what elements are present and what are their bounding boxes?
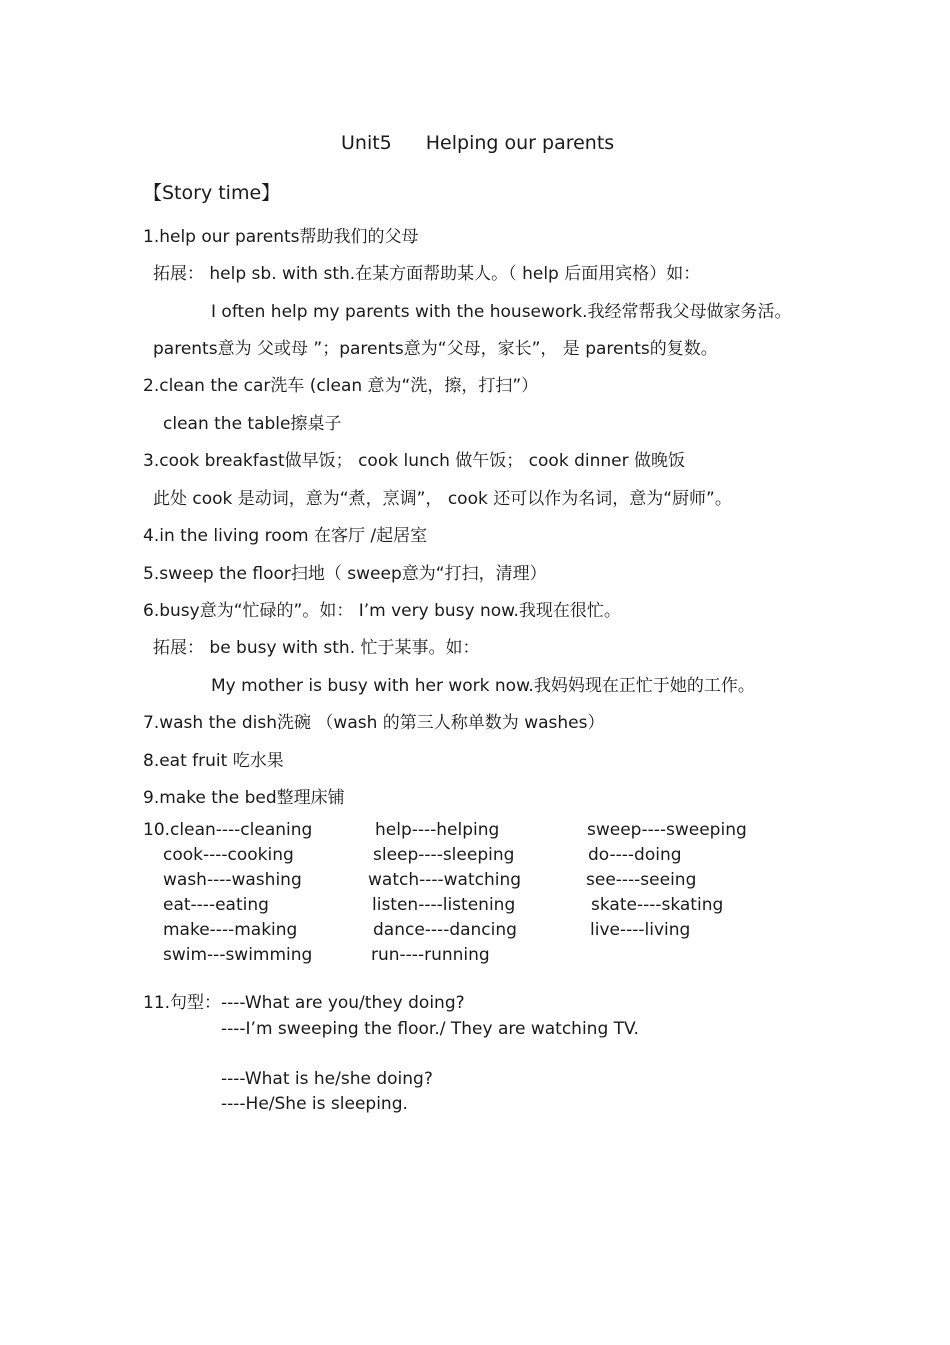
verb-form: swim---swimming — [163, 945, 313, 965]
unit-label: Unit5 — [341, 132, 392, 154]
item-3-note: 此处 cook 是动词，意为“煮，烹调”， cook 还可以作为名词，意为“厨师”。 — [153, 489, 732, 509]
verb-form: see----seeing — [586, 870, 697, 890]
item-5: 5.sweep the floor扫地（ sweep意为“打扫，清理） — [143, 564, 547, 584]
item-1-note: parents意为 父或母 ”；parents意为“父母，家长”， 是 parents的复数。 — [153, 339, 718, 359]
pattern-question-2: ----What is he/she doing? — [221, 1069, 433, 1089]
item-4: 4.in the living room 在客厅 /起居室 — [143, 526, 428, 546]
item-7: 7.wash the dish洗碗 （wash 的第三人称单数为 washes） — [143, 713, 605, 733]
section-heading: 【Story time】 — [143, 182, 281, 204]
verb-form: watch----watching — [368, 870, 522, 890]
pattern-answer-1: ----I’m sweeping the floor./ They are watching TV. — [221, 1019, 639, 1039]
verb-form: dance----dancing — [373, 920, 517, 940]
verb-form: sleep----sleeping — [373, 845, 515, 865]
pattern-question-1: ----What are you/they doing? — [221, 993, 465, 1013]
verb-form: 10.clean----cleaning — [143, 820, 313, 840]
item-3: 3.cook breakfast做早饭； cook lunch 做午饭； cook dinner 做晚饭 — [143, 451, 685, 471]
verb-form: live----living — [590, 920, 691, 940]
unit-topic: Helping our parents — [425, 132, 615, 154]
verb-form: eat----eating — [163, 895, 269, 915]
verb-form: run----running — [371, 945, 490, 965]
item-8: 8.eat fruit 吃水果 — [143, 751, 284, 771]
verb-form: sweep----sweeping — [587, 820, 747, 840]
page-title — [341, 132, 614, 154]
item-1-extension: 拓展： help sb. with sth.在某方面帮助某人。（ help 后面用宾格）如： — [153, 264, 701, 284]
verb-form: make----making — [163, 920, 298, 940]
verb-form: skate----skating — [591, 895, 724, 915]
item-2-extra: clean the table擦桌子 — [163, 414, 342, 434]
verb-form: help----helping — [375, 820, 500, 840]
verb-form: cook----cooking — [163, 845, 294, 865]
verb-form: do----doing — [588, 845, 682, 865]
verb-form: listen----listening — [372, 895, 516, 915]
item-1: 1.help our parents帮助我们的父母 — [143, 227, 419, 247]
item-9: 9.make the bed整理床铺 — [143, 788, 345, 808]
item-6-extension: 拓展： be busy with sth. 忙于某事。如： — [153, 638, 480, 658]
verb-form: wash----washing — [163, 870, 302, 890]
item-6-example: My mother is busy with her work now.我妈妈现在正忙于她的工作。 — [211, 676, 755, 696]
pattern-label: 11.句型： — [143, 993, 222, 1013]
item-1-example: I often help my parents with the housework.我经常帮我父母做家务活。 — [211, 302, 792, 322]
pattern-answer-2: ----He/She is sleeping. — [221, 1094, 408, 1114]
item-6: 6.busy意为“忙碌的”。如： I’m very busy now.我现在很忙。 — [143, 601, 621, 621]
item-2: 2.clean the car洗车 (clean 意为“洗，擦，打扫”） — [143, 376, 539, 396]
